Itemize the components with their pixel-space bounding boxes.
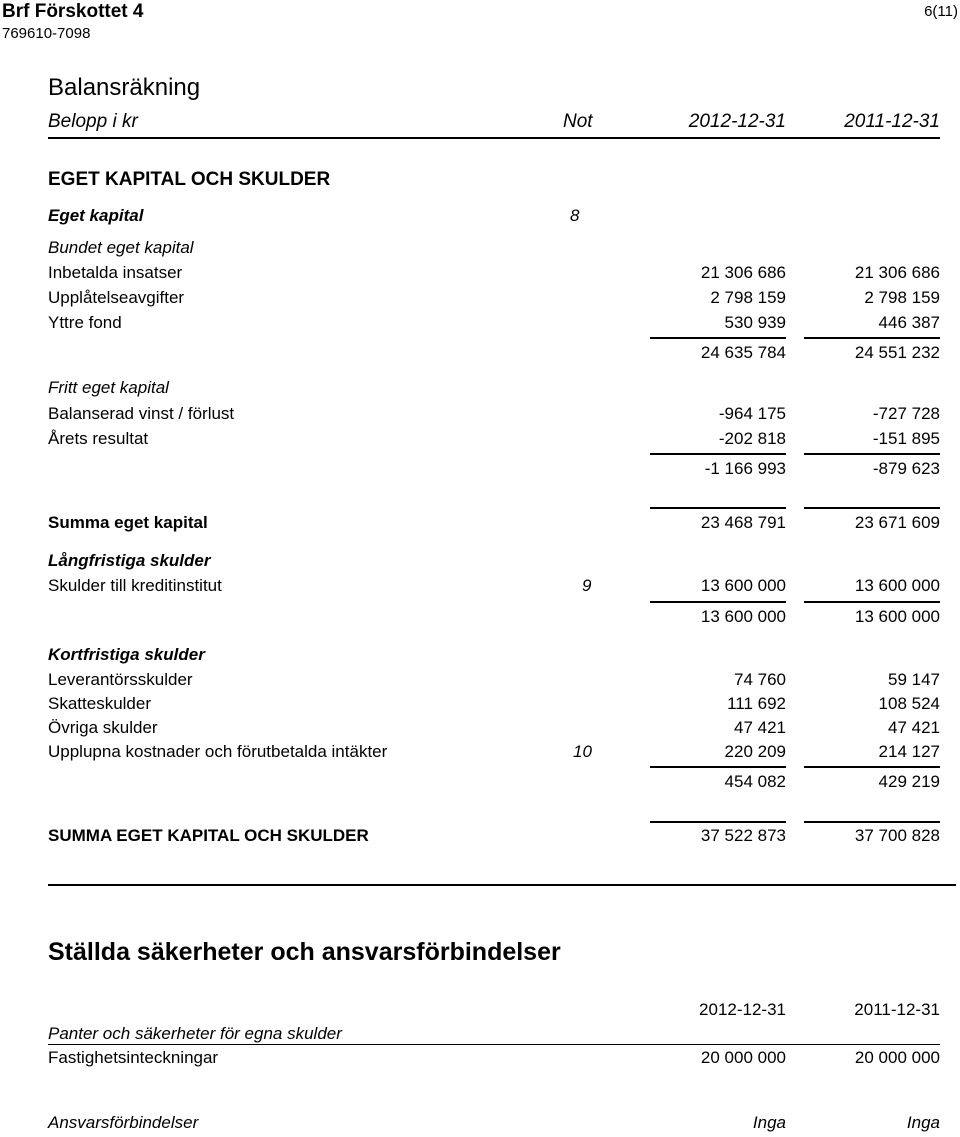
grand-total-year-1: 37 522 873 [700, 826, 786, 845]
row-value-year-1: 530 939 [724, 313, 786, 332]
row-value-year-2: 214 127 [878, 742, 940, 761]
subtotal-year-1: 454 082 [724, 772, 786, 791]
section-divider [48, 884, 956, 886]
subtotal-year-2: 13 600 000 [854, 607, 940, 626]
column-header-year-1: 2012-12-31 [688, 111, 786, 132]
grand-total-rule [650, 821, 786, 823]
column-header-note: Not [563, 111, 593, 132]
row-value-year-1: 220 209 [724, 742, 786, 761]
equity-note: 8 [570, 206, 580, 225]
subtotal-year-1: 13 600 000 [700, 607, 786, 626]
equity-total-year-2: 23 671 609 [854, 513, 940, 532]
subtotal-rule [650, 766, 786, 768]
row-label: Balanserad vinst / förlust [48, 404, 235, 423]
pledged-subheading: Panter och säkerheter för egna skulder [48, 1024, 342, 1043]
contingent-liabilities-label: Ansvarsförbindelser [48, 1113, 199, 1132]
subtotal-rule [804, 337, 940, 339]
row-label: Inbetalda insatser [48, 263, 183, 282]
organization-name: Brf Förskottet 4 [2, 1, 144, 22]
grand-total-year-2: 37 700 828 [854, 826, 940, 845]
equity-total-year-1: 23 468 791 [700, 513, 786, 532]
short-term-liabilities-heading: Kortfristiga skulder [48, 645, 205, 664]
row-value-year-1: -964 175 [718, 404, 786, 423]
subtotal-rule [804, 453, 940, 455]
row-value-year-2: 21 306 686 [854, 263, 940, 282]
subtotal-year-2: -879 623 [872, 459, 940, 478]
page-number: 6(11) [924, 3, 958, 20]
row-value-year-1: 13 600 000 [700, 576, 786, 595]
contingent-year-1: Inga [752, 1113, 786, 1132]
row-value-year-2: -151 895 [872, 429, 940, 448]
total-rule [650, 507, 786, 509]
row-value-year-1: 74 760 [734, 670, 786, 689]
row-label: Leverantörsskulder [48, 670, 193, 689]
free-equity-heading: Fritt eget kapital [48, 378, 169, 397]
column-header-amount: Belopp i kr [48, 111, 138, 132]
row-value-year-2: 59 147 [888, 670, 940, 689]
row-value-year-2: -727 728 [872, 404, 940, 423]
row-value-year-2: 2 798 159 [864, 288, 940, 307]
row-value-year-1: 47 421 [734, 718, 786, 737]
subtotal-rule [650, 337, 786, 339]
equity-total-label: Summa eget kapital [48, 513, 208, 532]
row-value-year-2: 446 387 [878, 313, 940, 332]
grand-total-label: SUMMA EGET KAPITAL OCH SKULDER [48, 826, 369, 845]
row-value-year-1: 20 000 000 [700, 1048, 786, 1067]
row-label: Upplåtelseavgifter [48, 288, 185, 307]
grand-total-rule [804, 821, 940, 823]
row-label: Upplupna kostnader och förutbetalda intäkter [48, 742, 388, 761]
subtotal-year-1: 24 635 784 [700, 343, 786, 362]
row-label: Fastighetsinteckningar [48, 1048, 219, 1067]
row-label: Skatteskulder [48, 694, 151, 713]
total-rule [804, 507, 940, 509]
equity-heading: Eget kapital [48, 206, 144, 225]
row-label: Årets resultat [48, 429, 149, 448]
row-value-year-2: 13 600 000 [854, 576, 940, 595]
organization-number: 769610-7098 [2, 25, 91, 42]
page-title: Balansräkning [48, 74, 201, 101]
subtotal-rule [804, 601, 940, 603]
pledged-rule [48, 1044, 940, 1045]
section-heading: EGET KAPITAL OCH SKULDER [48, 169, 331, 190]
row-value-year-2: 20 000 000 [854, 1048, 940, 1067]
row-value-year-2: 108 524 [878, 694, 940, 713]
row-value-year-2: 47 421 [888, 718, 940, 737]
row-label: Yttre fond [48, 313, 122, 332]
contingent-year-2: Inga [906, 1113, 940, 1132]
row-value-year-1: -202 818 [718, 429, 786, 448]
subtotal-rule [650, 453, 786, 455]
pledged-column-year-2: 2011-12-31 [854, 1000, 940, 1019]
row-value-year-1: 2 798 159 [710, 288, 786, 307]
header-rule [48, 137, 940, 139]
row-value-year-1: 21 306 686 [700, 263, 786, 282]
restricted-equity-heading: Bundet eget kapital [48, 238, 194, 257]
subtotal-rule [804, 766, 940, 768]
row-note: 10 [573, 742, 592, 761]
row-label: Skulder till kreditinstitut [48, 576, 222, 595]
subtotal-year-2: 429 219 [878, 772, 940, 791]
pledged-column-year-1: 2012-12-31 [699, 1000, 786, 1019]
subtotal-year-2: 24 551 232 [854, 343, 940, 362]
row-label: Övriga skulder [48, 718, 158, 737]
subtotal-year-1: -1 166 993 [704, 459, 786, 478]
row-value-year-1: 111 692 [727, 694, 786, 713]
long-term-liabilities-heading: Långfristiga skulder [48, 551, 211, 570]
row-note: 9 [582, 576, 592, 595]
column-header-year-2: 2011-12-31 [844, 111, 940, 132]
subtotal-rule [650, 601, 786, 603]
pledged-assets-title: Ställda säkerheter och ansvarsförbindelser [48, 938, 561, 966]
